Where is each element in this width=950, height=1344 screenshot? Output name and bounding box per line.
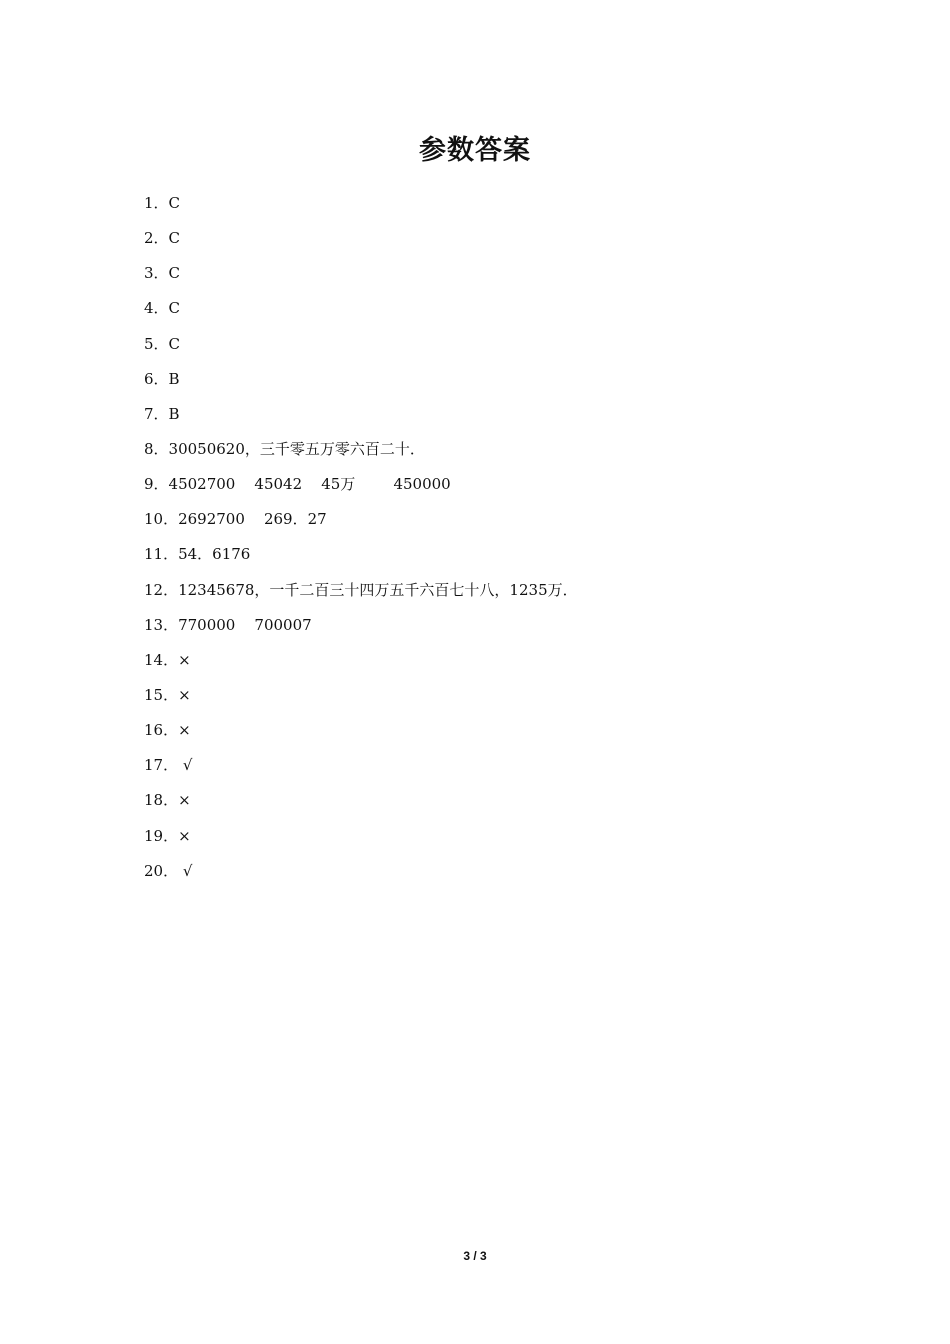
answer-item: 9．4502700 45042 45万 450000: [144, 475, 451, 494]
answer-item: 2．C: [144, 229, 181, 248]
answer-item: 10．2692700 269．27: [144, 510, 327, 529]
answer-item: 18．×: [144, 791, 191, 810]
answer-item: 19．×: [144, 826, 191, 845]
answer-item: 13．770000 700007: [144, 615, 312, 634]
answer-item: 20． √: [144, 861, 193, 880]
answer-item: 4．C: [144, 299, 181, 318]
answer-item: 7．B: [144, 404, 180, 423]
answer-list: [144, 189, 844, 892]
answer-item: 5．C: [144, 334, 181, 353]
answer-item: 11．54．6176: [144, 545, 251, 564]
answer-item: 14．×: [144, 650, 191, 669]
answer-item: 15．×: [144, 685, 191, 704]
answer-item: 3．C: [144, 264, 181, 283]
answer-item: 17． √: [144, 756, 193, 775]
page-title: 参数答案: [419, 135, 531, 166]
answer-item: 8．30050620，三千零五万零六百二十．: [144, 439, 425, 458]
page-number: 3 / 3: [463, 1249, 487, 1263]
answer-item: 1．C: [144, 194, 181, 212]
answer-item: 12．12345678，一千二百三十四万五千六百七十八，1235万．: [144, 580, 578, 599]
answer-item: 6．B: [144, 369, 180, 388]
answer-item: 16．×: [144, 721, 191, 740]
